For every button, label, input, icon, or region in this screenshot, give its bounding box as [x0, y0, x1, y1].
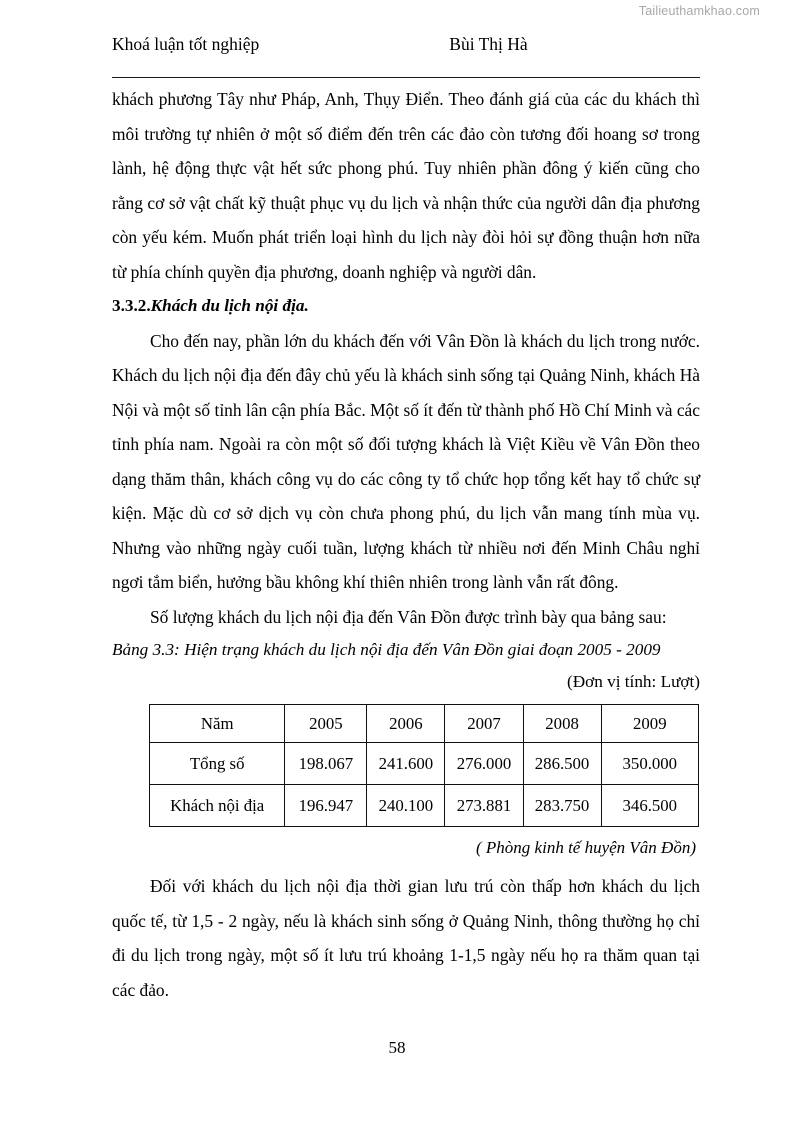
table-cell-domestic-2006: 240.100	[367, 785, 445, 827]
paragraph-foreign-tourists: khách phương Tây như Pháp, Anh, Thụy Điển. Theo đánh giá của các du khách thì môi trường tự nhiên ở một số điểm đến trên các đảo còn tương đối hoang sơ trong lành, hệ động thực vật hết sức phong phú. Tuy nhiên phần đông ý kiến cũng cho rằng cơ sở vật chất kỹ thuật phục vụ du lịch và nhận thức của người dân địa phương còn yếu kém. Muốn phát triển loại hình du lịch này đòi hỏi sự đồng thuận hơn nữa từ phía chính quyền địa phương, doanh nghiệp và người dân.	[112, 89, 700, 282]
table-row-label-total: Tổng số	[150, 743, 285, 785]
watermark-text: Tailieuthamkhao.com	[638, 4, 760, 18]
table-header-2009: 2009	[601, 705, 698, 743]
table-cell-total-2006: 241.600	[367, 743, 445, 785]
table-row-label-domestic: Khách nội địa	[150, 785, 285, 827]
table-container	[112, 704, 700, 827]
table-cell-domestic-2008: 283.750	[523, 785, 601, 827]
paragraph-table-intro: Số lượng khách du lịch nội địa đến Vân Đồn được trình bày qua bảng sau:	[150, 606, 667, 627]
table-header-2005: 2005	[285, 705, 367, 743]
table-header-row	[150, 705, 699, 743]
table-cell-total-2007: 276.000	[445, 743, 523, 785]
section-heading-3-3-2	[112, 289, 700, 324]
table-cell-domestic-2009: 346.500	[601, 785, 698, 827]
header-thesis-title: Khoá luận tốt nghiệp	[112, 34, 260, 54]
table-header-2007: 2007	[445, 705, 523, 743]
page-number: 58	[388, 1038, 406, 1057]
table-row	[150, 743, 699, 785]
header-divider-rule	[112, 77, 700, 78]
table-caption: Bảng 3.3: Hiện trạng khách du lịch nội địa đến Vân Đồn giai đoạn 2005 - 2009	[112, 640, 661, 659]
table-unit-note: (Đơn vị tính: Lượt)	[567, 672, 700, 691]
table-header-2006: 2006	[367, 705, 445, 743]
paragraph-domestic-tourists: Cho đến nay, phần lớn du khách đến với Vân Đồn là khách du lịch trong nước. Khách du lịch nội địa đến đây chủ yếu là khách sinh sống tại Quảng Ninh, khách Hà Nội và một số tỉnh lân cận phía Bắc. Một số ít đến từ thành phố Hồ Chí Minh và các tỉnh phía nam. Ngoài ra còn một số đối tượng khách là Việt Kiều về Vân Đồn theo dạng thăm thân, khách công vụ do các công ty tổ chức họp tổng kết hay tổ chức sự kiện. Mặc dù cơ sở dịch vụ còn chưa phong phú, du lịch vẫn mang tính mùa vụ. Nhưng vào những ngày cuối tuần, lượng khách từ nhiều nơi đến Minh Châu nghỉ ngơi tắm biển, hưởng bầu không khí thiên nhiên trong lành vẫn rất đông.	[112, 330, 700, 592]
document-content	[112, 82, 700, 1007]
table-cell-domestic-2005: 196.947	[285, 785, 367, 827]
table-header-year: Năm	[150, 705, 285, 743]
section-number: 3.3.2.	[112, 296, 151, 315]
table-header-2008: 2008	[523, 705, 601, 743]
paragraph-stay-duration: Đối với khách du lịch nội địa thời gian lưu trú còn thấp hơn khách du lịch quốc tế, từ 1,5 - 2 ngày, nếu là khách sinh sống ở Quảng Ninh, thông thường họ chỉ đi du lịch trong ngày, một số ít lưu trú khoảng 1-1,5 ngày nếu họ ra thăm quan tại các đảo.	[112, 876, 700, 1000]
running-header	[112, 34, 700, 55]
domestic-tourists-table	[149, 704, 699, 827]
section-title: Khách du lịch nội địa.	[150, 296, 309, 315]
table-cell-total-2005: 198.067	[285, 743, 367, 785]
table-source-note: ( Phòng kinh tế huyện Vân Đồn)	[476, 838, 696, 857]
header-author-name: Bùi Thị Hà	[449, 34, 528, 54]
table-cell-domestic-2007: 273.881	[445, 785, 523, 827]
table-row	[150, 785, 699, 827]
table-cell-total-2009: 350.000	[601, 743, 698, 785]
table-cell-total-2008: 286.500	[523, 743, 601, 785]
